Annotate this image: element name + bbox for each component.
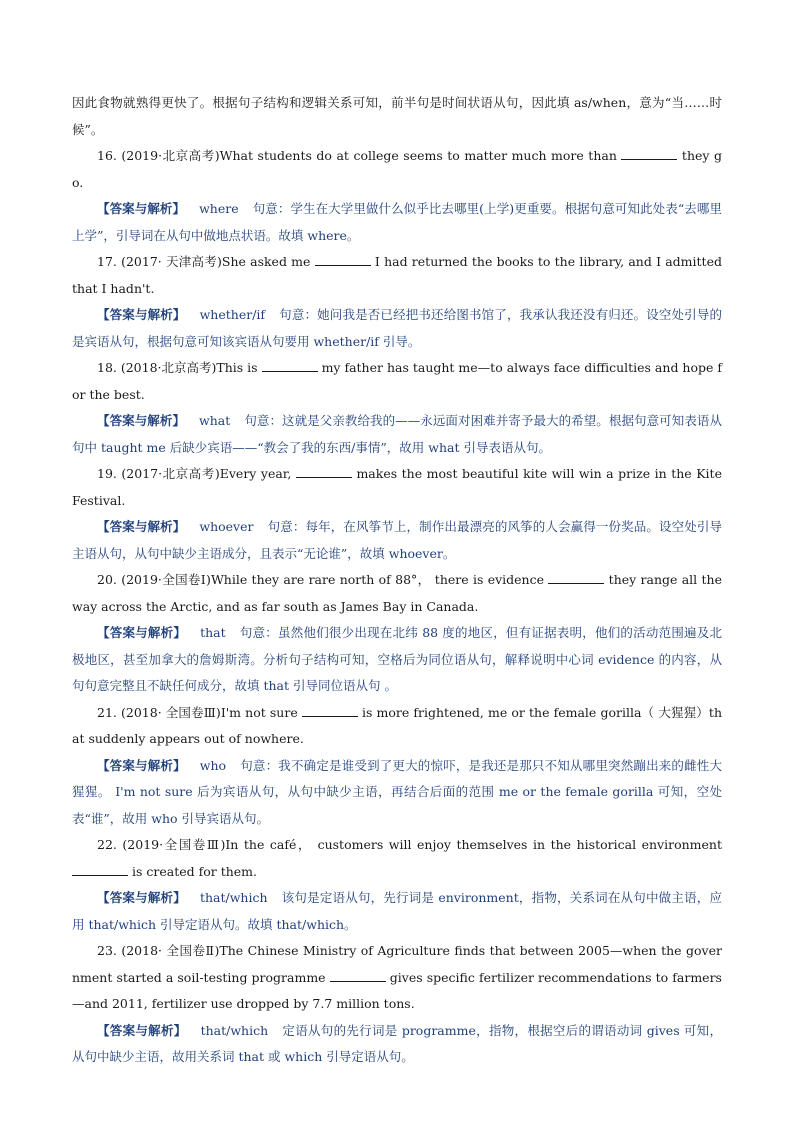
intro-text: 因此食物就熟得更快了。根据句子结构和逻辑关系可知，前半句是时间状语从句，因此填 as/when，意为“当……时候”。 — [72, 95, 722, 137]
question-17 — [72, 249, 722, 302]
answer-blank — [315, 251, 371, 266]
answer-explanation: 句意：这就是父亲教给我的——永远面对困难并寄予最大的希望。根据句意可知表语从句中 taught me 后缺少宾语——“教会了我的东西/事情”，故用 what 引导表语从句。 — [72, 413, 722, 455]
answer-blank — [330, 967, 386, 982]
answer-tag: 【答案与解析】 — [97, 890, 186, 905]
answer-word: whether/if — [199, 307, 266, 322]
answer-explanation: 句意：她问我是否已经把书还给图书馆了，我承认我还没有归还。设空处引导的是宾语从句，根据句意可知该宾语从句要用 whether/if 引导。 — [72, 307, 722, 349]
question-16-pre: 16. (2019·北京高考)What students do at college seems to matter much more than — [97, 148, 617, 163]
answer-18 — [72, 408, 722, 461]
answer-tag: 【答案与解析】 — [97, 519, 186, 534]
answer-word: that/which — [200, 1022, 269, 1038]
answer-16 — [72, 196, 722, 249]
answer-21 — [72, 753, 722, 833]
question-19-pre: 19. (2017·北京高考)Every year, — [97, 466, 292, 481]
answer-tag: 【答案与解析】 — [97, 307, 186, 322]
question-18-pre: 18. (2018·北京高考)This is — [97, 360, 258, 375]
question-21 — [72, 700, 722, 753]
answer-tag: 【答案与解析】 — [97, 757, 186, 773]
answer-20 — [72, 620, 722, 700]
question-19 — [72, 461, 722, 514]
answer-explanation: 该句是定语从句，先行词是 environment，指物，关系词在从句中做主语，应用 that/which 引导定语从句。故填 that/which。 — [72, 890, 722, 932]
question-21-pre: 21. (2018· 全国卷Ⅲ)I'm not sure — [97, 704, 298, 720]
intro-paragraph — [72, 90, 722, 143]
question-20-pre: 20. (2019·全国卷Ⅰ)While they are rare north of 88°， there is evidence — [97, 572, 545, 587]
answer-19 — [72, 514, 722, 567]
answer-blank — [262, 357, 318, 372]
question-18 — [72, 355, 722, 408]
question-21-post: is more frightened, me or the female gorilla（ 大猩猩）that suddenly appears out of nowhere. — [72, 704, 722, 746]
answer-explanation: 句意：我不确定是谁受到了更大的惊吓，是我还是那只不知从哪里突然蹦出来的雌性大猩猩。 I'm not sure 后为宾语从句，从句中缺少主语，再结合后面的范围 me or the female gorilla 可知，空处表“谁”，故用 who 引导宾语从句。 — [72, 757, 722, 826]
question-23-pre: 23. (2018· 全国卷Ⅱ)The Chinese Ministry of Agriculture finds that between 2005—when the government started a soil-testing programme — [72, 943, 722, 985]
question-16 — [72, 143, 722, 196]
question-16-post: they go. — [72, 148, 722, 190]
question-22-post: is created for them. — [131, 863, 257, 879]
question-19-post: makes the most beautiful kite will win a prize in the Kite Festival. — [72, 466, 722, 508]
question-23-post: gives specific fertilizer recommendations to farmers—and 2011, fertilizer use dropped by 7.7 million tons. — [72, 969, 722, 1011]
answer-22 — [72, 885, 722, 938]
answer-explanation: 句意：学生在大学里做什么似乎比去哪里(上学)更重要。根据句意可知此处表“去哪里上学”，引导词在从句中做地点状语。故填 where。 — [72, 201, 722, 243]
question-23 — [72, 938, 722, 1018]
question-17-pre: 17. (2017· 天津高考)She asked me — [97, 254, 311, 269]
answer-word: what — [199, 413, 231, 428]
answer-blank — [621, 145, 677, 160]
question-17-post: I had returned the books to the library, and I admitted that I hadn't. — [72, 254, 722, 296]
answer-tag: 【答案与解析】 — [97, 413, 186, 428]
answer-word: that — [200, 625, 226, 640]
question-20-post: they range all the way across the Arctic, and as far south as James Bay in Canada. — [72, 572, 722, 614]
answer-blank — [302, 702, 358, 717]
answer-word: whoever — [199, 519, 254, 534]
answer-23 — [72, 1018, 722, 1071]
answer-blank — [296, 463, 352, 478]
question-22 — [72, 832, 722, 885]
answer-word: that/which — [199, 890, 268, 905]
answer-explanation: 定语从句的先行词是 programme，指物，根据空后的谓语动词 gives 可知，从句中缺少主语，故用关系词 that 或 which 引导定语从句。 — [72, 1022, 722, 1064]
answer-tag: 【答案与解析】 — [97, 1022, 187, 1038]
answer-blank — [548, 569, 604, 584]
question-20 — [72, 567, 722, 620]
answer-word: who — [199, 757, 227, 773]
answer-word: where — [199, 201, 239, 216]
answer-tag: 【答案与解析】 — [97, 625, 187, 640]
answer-tag: 【答案与解析】 — [97, 201, 186, 216]
answer-blank — [72, 861, 128, 876]
question-18-post: my father has taught me—to always face difficulties and hope for the best. — [72, 360, 722, 402]
question-22-pre: 22. (2019·全国卷Ⅲ)In the café， customers will enjoy themselves in the historical environment — [97, 837, 722, 852]
answer-explanation: 句意：虽然他们很少出现在北纬 88 度的地区，但有证据表明，他们的活动范围遍及北极地区，甚至加拿大的詹姆斯湾。分析句子结构可知，空格后为同位语从句，解释说明中心词 evidence 的内容，从句句意完整且不缺任何成分，故填 that 引导同位语从句 。 — [72, 625, 722, 693]
answer-17 — [72, 302, 722, 355]
answer-explanation: 句意：每年，在风筝节上，制作出最漂亮的风筝的人会赢得一份奖品。设空处引导主语从句，从句中缺少主语成分，且表示“无论谁”，故填 whoever。 — [72, 519, 722, 561]
